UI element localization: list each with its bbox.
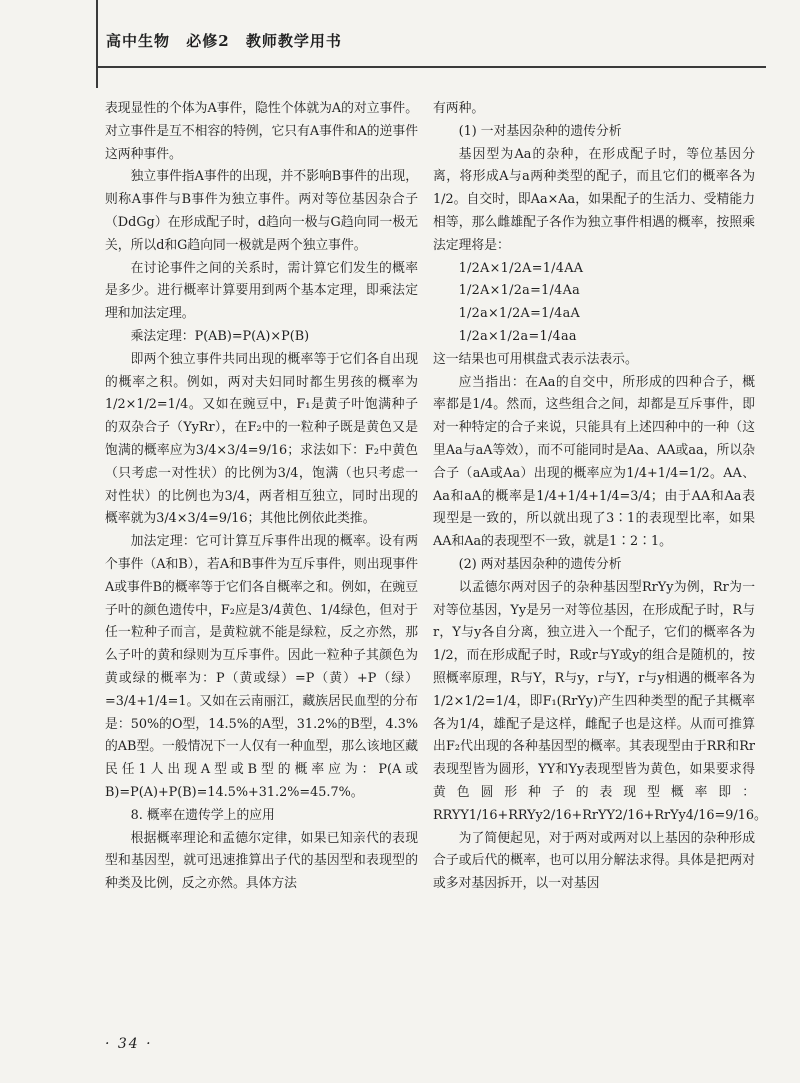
section-heading: 8. 概率在遗传学上的应用 [130,807,275,823]
equation-line: 1/2A×1/2a=1/4Aa [458,283,581,299]
equation-line: 1/2A×1/2A=1/4AA [458,260,584,276]
header-book-title: 高中生物 [106,32,171,50]
paragraph: 加法定理：它可计算互斥事件出现的概率。设有两个事件（A和B），若A和B事件为互斥事件，则出现事件A或事件B的概率等于它们各自概率之和。例如，在豌豆子叶的颜色遗传中，F₂应是3/4黄色、1/4绿色，但对于任一粒种子而言，是黄粒就不能是绿粒，反之亦然，那么子叶的黄和绿则为互斥事件。因此一粒种子其颜色为黄或绿的概率为：P（黄或绿）=P（黄）+P（绿）=3/4+1/4=1。又如在云南丽江，藏族居民血型的分布是：50%的O型，14.5%的A型，31.2%的B型，4.3%的AB型。一般情况下一人仅有一种血型，那么该地区藏民任1人出现A型或B型的概率应为：P(A或B)=P(A)+P(B)=14.5%+31.2%=45.7%。 [105,534,418,800]
paragraph: 应当指出：在Aa的自交中，所形成的四种合子，概率都是1/4。然而，这些组合之间，却都是互斥事件，即对一种特定的合子来说，只能具有上述四种中的一种（这里Aa与aA等效），而不可能同时是Aa、AA或aa，所以杂合子（aA或Aa）出现的概率应为1/4+1/4=1/2。AA、Aa和aA的概率是1/4+1/4+1/4=3/4；由于AA和Aa表现型是一致的，所以就出现了3∶1的表现型比率，如果AA和Aa的表现型不一致，就是1∶2∶1。 [433,374,755,550]
header-guide-title: 教师教学用书 [245,32,342,50]
right-column [433,98,767,896]
multiplication-theorem-formula: 乘法定理：P(AB)=P(A)×P(B) [130,328,310,344]
paragraph: 基因型为Aa的杂种，在形成配子时，等位基因分离，将形成A与a两种类型的配子，而且它们的概率各为1/2。自交时，即Aa×Aa，如果配子的生活力、受精能力相等，那么雌雄配子各作为独立事件相遇的概率，按照乘法定理将是： [433,146,755,253]
paragraph: 在讨论事件之间的关系时，需计算它们发生的概率是多少。进行概率计算要用到两个基本定理，即乘法定理和加法定理。 [105,260,418,322]
paragraph: 即两个独立事件共同出现的概率等于它们各自出现的概率之积。例如，两对夫妇同时都生男孩的概率为1/2×1/2=1/4。又如在豌豆中，F₁是黄子叶饱满种子的双杂合子（YyRr），在F₂中的一粒种子既是黄色又是饱满的概率应为3/4×3/4=9/16；求法如下：F₂中黄色（只考虑一对性状）的比例为3/4，饱满（也只考虑一对性状）的比例也为3/4，两者相互独立，同时出现的概率就为3/4×3/4=9/16；其他比例依此类推。 [105,351,418,527]
paragraph: 这一结果也可用棋盘式表示法表示。 [433,351,638,367]
running-header [106,30,352,51]
equation-line: 1/2a×1/2a=1/4aa [458,328,577,344]
header-volume: 必修2 [186,32,230,50]
equation-line: 1/2a×1/2A=1/4aA [458,306,581,322]
header-horizontal-rule [96,66,766,68]
header-vertical-rule [96,0,98,88]
paragraph: 独立事件指A事件的出现，并不影响B事件的出现，则称A事件与B事件为独立事件。两对等位基因杂合子（DdGg）在形成配子时，d趋向一极与G趋向同一极无关，所以d和G趋向同一极就是两个独立事件。 [105,169,418,253]
page-number: · 34 · [105,1036,153,1052]
subsection-heading: (2) 两对基因杂种的遗传分析 [458,556,622,572]
paragraph: 为了简便起见，对于两对或两对以上基因的杂种形成合子或后代的概率，也可以用分解法求得。具体是把两对或多对基因拆开，以一对基因 [433,830,755,892]
left-column [105,98,418,896]
subsection-heading: (1) 一对基因杂种的遗传分析 [458,123,622,139]
paragraph: 根据概率理论和孟德尔定律，如果已知亲代的表现型和基因型，就可迅速推算出子代的基因型和表现型的种类及比例，反之亦然。具体方法 [105,830,418,892]
paragraph: 表现显性的个体为A事件，隐性个体就为A的对立事件。对立事件是互不相容的特例，它只有A事件和A的逆事件这两种事件。 [105,101,418,162]
paragraph: 有两种。 [433,101,485,116]
paragraph: 以孟德尔两对因子的杂种基因型RrYy为例，Rr为一对等位基因，Yy是另一对等位基因，在形成配子时，R与r，Y与y各自分离，独立进入一个配子，它们的概率各为1/2，而在形成配子时，R或r与Y或y的组合是随机的，按照概率原理，R与Y，R与y，r与Y，r与y相遇的概率各为1/2×1/2=1/4，即F₁(RrYy)产生四种类型的配子其概率各为1/4，雄配子是这样，雌配子也是这样。从而可推算出F₂代出现的各种基因型的概率。其表现型由于RR和Rr表现型皆为圆形，YY和Yy表现型皆为黄色，如果要求得黄色圆形种子的表现型概率即：RRYY1/16+RRYy2/16+RrYY2/16+RrYy4/16=9/16。 [433,579,767,823]
